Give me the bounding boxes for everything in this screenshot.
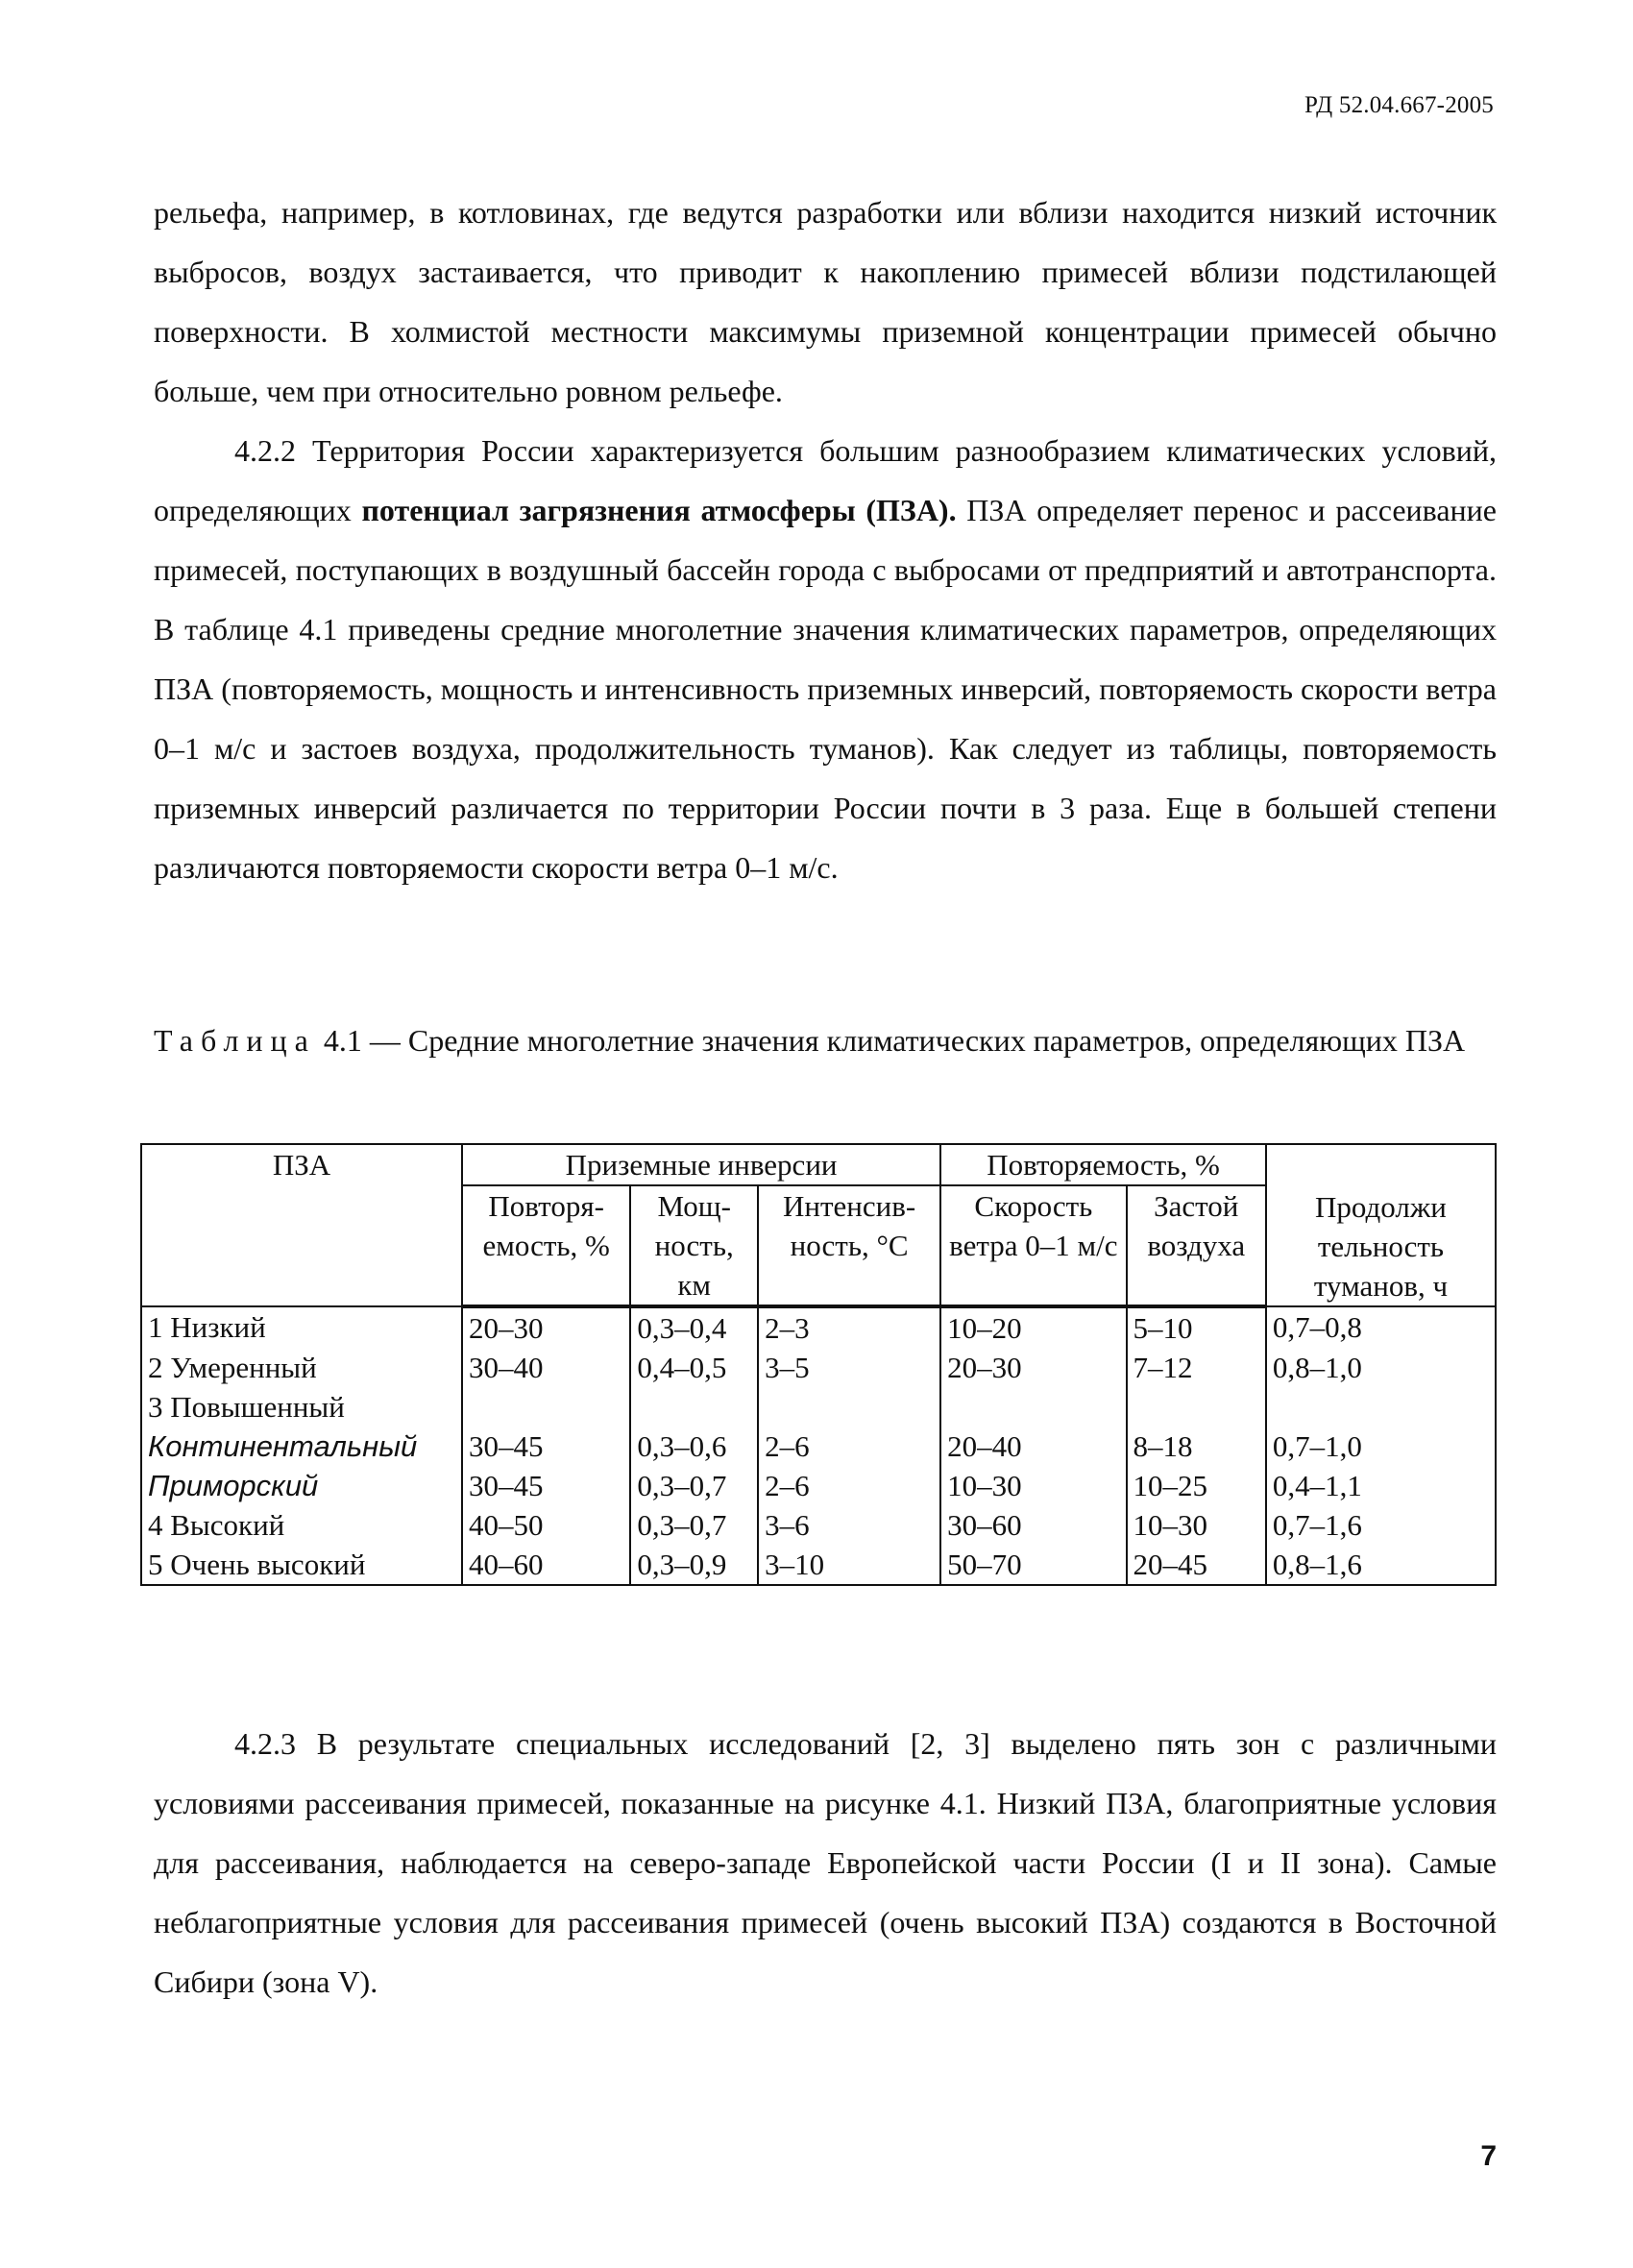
table-cell-inv-int: 2–6 [758, 1427, 940, 1466]
table-cell-wind: 10–30 [940, 1466, 1126, 1505]
table-row [141, 1466, 1496, 1505]
header-pza: ПЗА [141, 1144, 462, 1306]
table-cell-pza: 4 Высокий [141, 1505, 462, 1545]
paragraph-relief [154, 183, 1497, 421]
table-cell-stag: 10–25 [1127, 1466, 1266, 1505]
table-cell-inv-thick: 0,3–0,7 [630, 1466, 758, 1505]
table-cell-stag: 8–18 [1127, 1427, 1266, 1466]
table-cell-stag: 7–12 [1127, 1348, 1266, 1387]
table-cell-inv-freq: 30–45 [462, 1466, 630, 1505]
header-inv-intensity: Интенсив-ность, °С [758, 1185, 940, 1306]
table-caption-label: Таблица [154, 1023, 316, 1058]
table-cell-inv-freq: 20–30 [462, 1306, 630, 1348]
table-cell-inv-thick: 0,4–0,5 [630, 1348, 758, 1387]
table-row [141, 1545, 1496, 1585]
paragraph-4-2-2-lead: 4.2.2 Территория России характеризуется большим разнообразием климатических условий, определяющих [154, 433, 1497, 527]
table-cell-inv-freq: 40–50 [462, 1505, 630, 1545]
table-cell-inv-thick: 0,3–0,6 [630, 1427, 758, 1466]
table-cell-inv-int: 3–6 [758, 1505, 940, 1545]
table-row [141, 1505, 1496, 1545]
table-caption-text: 4.1 — Средние многолетние значения климатических параметров, определяющих ПЗА [315, 1023, 1466, 1058]
table-cell-stag: 5–10 [1127, 1306, 1266, 1348]
table-cell-pza: 1 Низкий [141, 1306, 462, 1348]
pza-term-bold: потенциал загрязнения атмосферы (ПЗА). [361, 493, 957, 527]
table-cell-fog: 0,8–1,6 [1266, 1545, 1496, 1585]
table-cell-stag [1127, 1387, 1266, 1427]
table-cell-inv-int: 2–3 [758, 1306, 940, 1348]
table-cell-pza: 3 Повышенный [141, 1387, 462, 1427]
table-cell-inv-thick [630, 1387, 758, 1427]
table-row [141, 1348, 1496, 1387]
header-fog: Продолжи тельность туманов, ч [1266, 1144, 1496, 1306]
table-cell-fog: 0,7–1,0 [1266, 1427, 1496, 1466]
table-cell-inv-int [758, 1387, 940, 1427]
page-number: 7 [1480, 2140, 1497, 2172]
table-cell-inv-thick: 0,3–0,7 [630, 1505, 758, 1545]
header-stagnation: Застой воздуха [1127, 1185, 1266, 1306]
paragraph-relief-text: рельефа, например, в котловинах, где ведутся разработки или вблизи находится низкий источник выбросов, воздух застаивается, что приводит к накоплению примесей вблизи подстилающей поверхности. В холмистой местности максимумы приземной концентрации примесей обычно больше, чем при относительно ровном рельефе. [154, 195, 1497, 408]
table-cell-stag: 20–45 [1127, 1545, 1266, 1585]
table-cell-pza: Континентальный [141, 1427, 462, 1466]
table-cell-wind [940, 1387, 1126, 1427]
table-cell-fog: 0,7–0,8 [1266, 1306, 1496, 1348]
header-inv-thickness: Мощ-ность, км [630, 1185, 758, 1306]
table-cell-inv-freq: 30–40 [462, 1348, 630, 1387]
table-row [141, 1306, 1496, 1348]
table-cell-stag: 10–30 [1127, 1505, 1266, 1545]
paragraph-4-2-3-text: 4.2.3 В результате специальных исследований [2, 3] выделено пять зон с различными условиями рассеивания примесей, показанные на рисунке 4.1. Низкий ПЗА, благоприятные условия для рассеивания, наблюдается на северо-западе Европейской части России (I и II зона). Самые неблагоприятные условия для рассеивания примесей (очень высокий ПЗА) создаются в Восточной Сибири (зона V). [154, 1726, 1498, 1999]
table-cell-wind: 30–60 [940, 1505, 1126, 1545]
table-cell-inv-int: 3–5 [758, 1348, 940, 1387]
table-row [141, 1387, 1496, 1427]
paragraph-4-2-2 [154, 421, 1497, 897]
table-cell-inv-thick: 0,3–0,9 [630, 1545, 758, 1585]
table-cell-wind: 20–40 [940, 1427, 1126, 1466]
table-row [141, 1427, 1496, 1466]
table-caption [154, 1011, 1497, 1070]
table-cell-inv-freq: 30–45 [462, 1427, 630, 1466]
table-cell-pza: 2 Умеренный [141, 1348, 462, 1387]
paragraph-4-2-2-rest: ПЗА определяет перенос и рассеивание примесей, поступающих в воздушный бассейн города с выбросами от предприятий и автотранспорта. В таблице 4.1 приведены средние многолетние значения климатических параметров, определяющих ПЗА (повторяемость, мощность и интенсивность приземных инверсий, повторяемость скорости ветра 0–1 м/с и застоев воздуха, продолжительность туманов). Как следует из таблицы, повторяемость приземных инверсий различается по территории России почти в 3 раза. Еще в большей степени различаются повторяемости скорости ветра 0–1 м/с. [154, 493, 1498, 885]
table-cell-inv-int: 3–10 [758, 1545, 940, 1585]
header-inv-frequency: Повторя-емость, % [462, 1185, 630, 1306]
header-wind: Скорость ветра 0–1 м/с [940, 1185, 1126, 1306]
table-cell-pza: 5 Очень высокий [141, 1545, 462, 1585]
table-cell-wind: 50–70 [940, 1545, 1126, 1585]
header-inversions-group: Приземные инверсии [462, 1144, 940, 1185]
table-cell-fog: 0,4–1,1 [1266, 1466, 1496, 1505]
table-cell-fog: 0,8–1,0 [1266, 1348, 1496, 1387]
paragraph-4-2-3 [154, 1714, 1497, 2012]
table-cell-fog: 0,7–1,6 [1266, 1505, 1496, 1545]
table-cell-pza: Приморский [141, 1466, 462, 1505]
table-cell-inv-int: 2–6 [758, 1466, 940, 1505]
header-frequency-group: Повторяемость, % [940, 1144, 1266, 1185]
table-cell-inv-thick: 0,3–0,4 [630, 1306, 758, 1348]
table-cell-fog [1266, 1387, 1496, 1427]
table-cell-wind: 10–20 [940, 1306, 1126, 1348]
table-cell-wind: 20–30 [940, 1348, 1126, 1387]
table-body [141, 1306, 1496, 1585]
table-cell-inv-freq [462, 1387, 630, 1427]
table-cell-inv-freq: 40–60 [462, 1545, 630, 1585]
document-code: РД 52.04.667-2005 [1304, 92, 1494, 118]
climate-parameters-table [140, 1143, 1497, 1586]
